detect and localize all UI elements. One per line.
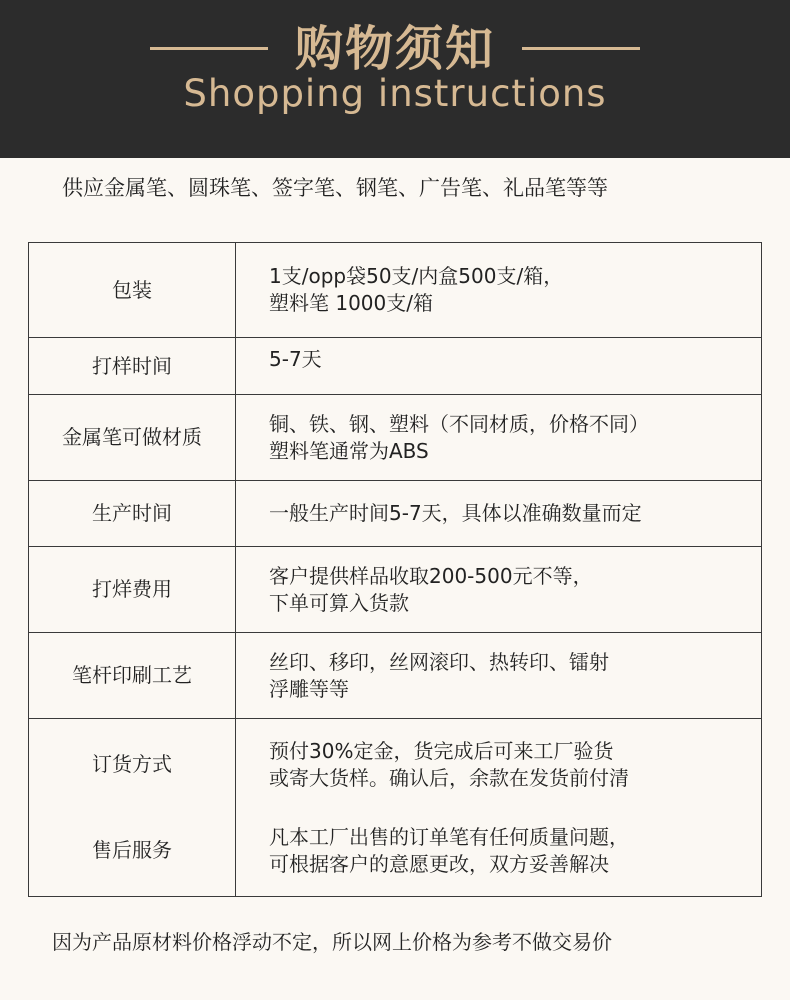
value-line: 预付30%定金，货完成后可来工厂验货 xyxy=(269,738,614,763)
footer-note: 因为产品原材料价格浮动不定，所以网上价格为参考不做交易价 xyxy=(52,930,612,954)
value-line: 丝印、移印，丝网滚印、热转印、镭射 xyxy=(269,649,609,674)
header-banner xyxy=(0,0,790,158)
row-value-printing xyxy=(236,633,762,719)
value-line: 可根据客户的意愿更改，双方妥善解决 xyxy=(269,851,609,876)
value-block-ordering xyxy=(269,722,751,808)
value-line: 浮雕等等 xyxy=(269,676,349,701)
table-row xyxy=(29,547,762,633)
title-right-rule xyxy=(522,47,640,50)
value-line: 5-7天 xyxy=(269,347,322,371)
value-line: 客户提供样品收取200-500元不等， xyxy=(269,563,593,588)
table-row xyxy=(29,243,762,338)
row-label-after-sales: 售后服务 xyxy=(92,838,172,862)
row-label-ordering: 订货方式 xyxy=(92,752,172,776)
value-line: 1支/opp袋50支/内盒500支/箱， xyxy=(269,264,564,288)
title-row xyxy=(0,18,790,80)
row-label-sample-fee: 打烊费用 xyxy=(29,547,236,633)
table-row xyxy=(29,481,762,547)
row-value-production-time xyxy=(236,481,762,547)
table-row xyxy=(29,395,762,481)
value-line: 下单可算入货款 xyxy=(269,590,409,615)
table-row xyxy=(29,719,762,897)
table-row xyxy=(29,633,762,719)
page-title: 购物须知 xyxy=(294,21,495,77)
row-value-order-and-service xyxy=(236,719,762,897)
row-label-printing: 笔杆印刷工艺 xyxy=(29,633,236,719)
info-table xyxy=(28,242,762,897)
row-label-production-time: 生产时间 xyxy=(29,481,236,547)
value-line: 凡本工厂出售的订单笔有任何质量问题， xyxy=(269,824,629,849)
intro-text: 供应金属笔、圆珠笔、签字笔、钢笔、广告笔、礼品笔等等 xyxy=(62,176,608,200)
row-value-materials xyxy=(236,395,762,481)
value-block-after-sales xyxy=(269,808,751,894)
value-line: 塑料笔 1000支/箱 xyxy=(269,291,433,315)
page-subtitle: Shopping instructions xyxy=(183,72,607,115)
table-row xyxy=(29,338,762,395)
row-label-packaging: 包装 xyxy=(29,243,236,338)
value-line: 一般生产时间5-7天，具体以准确数量而定 xyxy=(269,501,642,525)
row-value-sample-time xyxy=(236,338,762,395)
value-line: 塑料笔通常为ABS xyxy=(269,438,429,463)
row-label-sample-time: 打样时间 xyxy=(29,338,236,395)
value-line: 铜、铁、钢、塑料（不同材质，价格不同） xyxy=(269,411,649,436)
title-left-rule xyxy=(150,47,268,50)
row-label-order-and-service xyxy=(29,719,236,897)
row-value-sample-fee xyxy=(236,547,762,633)
value-line: 或寄大货样。确认后，余款在发货前付清 xyxy=(269,765,629,790)
row-label-materials: 金属笔可做材质 xyxy=(29,395,236,481)
row-value-packaging xyxy=(236,243,762,338)
